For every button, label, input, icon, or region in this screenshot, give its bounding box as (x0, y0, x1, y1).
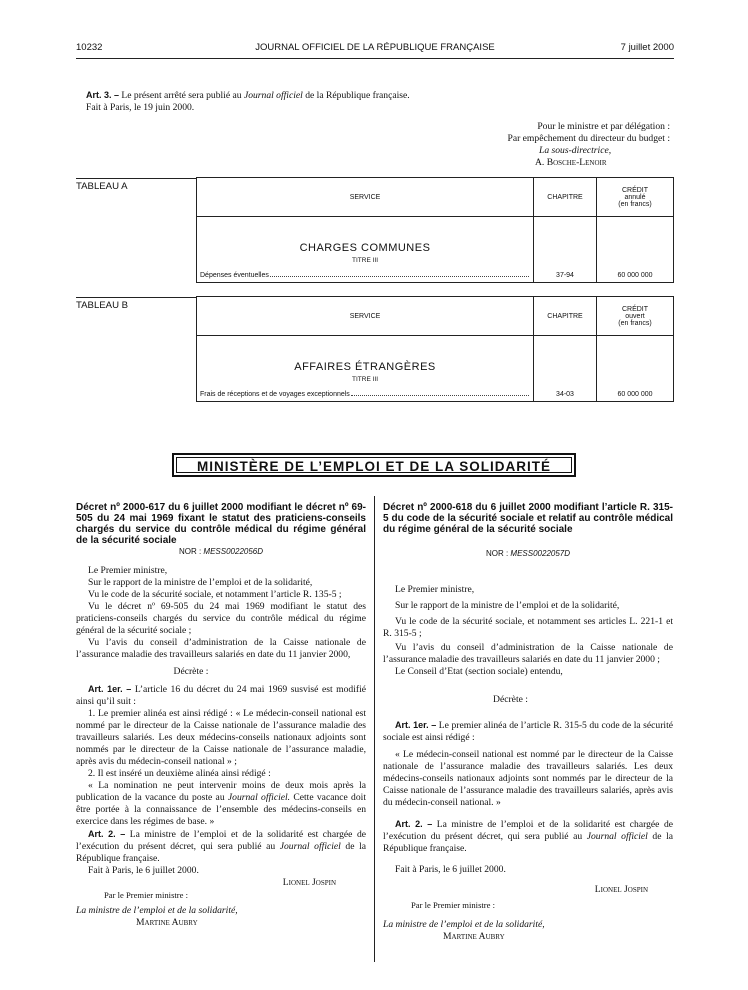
decrete: Décrète : (493, 694, 528, 705)
col-chapitre: CHAPITRE (534, 178, 597, 217)
service-cell (197, 336, 534, 402)
titre-label: TITRE III (352, 376, 378, 383)
paragraph: Le Conseil d’Etat (section sociale) entendu, (395, 666, 563, 677)
quote-journal: Journal officiel. (227, 792, 291, 803)
paragraph: Vu le code de la sécurité sociale, et notamment l’article R. 135-5 ; (88, 589, 342, 600)
nor-label: NOR : (178, 547, 204, 556)
col-service: SERVICE (197, 297, 534, 336)
point-1: 1. Le premier alinéa est ainsi rédigé : « Le médecin-conseil national est nommé par le directeur de la Caisse nationale de l’assurance maladie des travailleurs salariés. Les deux médecins-conseils nationaux adjoints sont nommés par le directeur de la Caisse nationale de l’assurance maladie, après avis du médecin-conseil national » ; (76, 708, 366, 767)
credit-header-l3: (en francs) (618, 319, 652, 327)
art2-text: La ministre de l’emploi et de la solidarité est chargée de l’exécution du présent décret, qui sera publié au (383, 819, 673, 842)
art3-text-end: de la République française. (302, 90, 410, 101)
nor-reference (383, 549, 673, 558)
decree-618 (383, 502, 673, 943)
par-premier-ministre: Par le Premier ministre : (411, 900, 496, 910)
art2-text-end: de la République française. (383, 831, 673, 854)
tableau-b-label: TABLEAU B (76, 297, 196, 311)
expense-line (200, 272, 530, 279)
credit-header-l2: annulé (624, 193, 646, 201)
fait-date: Fait à Paris, le 19 juin 2000. (86, 102, 195, 113)
credit-header-l1: CRÉDIT (621, 186, 649, 194)
paragraph: Vu le décret nº 69-505 du 24 mai 1969 modifiant le statut des praticiens-conseils chargés du service du contrôle médical du régime général de la sécurité sociale ; (76, 601, 366, 636)
decree-617 (76, 502, 366, 929)
signature-line-1: Pour le ministre et par délégation : (537, 121, 670, 132)
paragraph: Vu le code de la sécurité sociale, et notamment ses articles L. 221-1 et R. 315-5 ; (383, 616, 673, 639)
minister-title: La ministre de l’emploi et de la solidarité, (76, 905, 238, 916)
page-header (76, 42, 674, 59)
signature-line-2: Par empêchement du directeur du budget : (507, 133, 670, 144)
chapitre-value: 34-03 (534, 336, 597, 402)
credit-header-l2: ouvert (625, 312, 645, 320)
art2-journal: Journal officiel (279, 841, 341, 852)
minister-name: Martine Aubry (443, 931, 505, 942)
journal-title: JOURNAL OFFICIEL DE LA RÉPUBLIQUE FRANÇAISE (255, 42, 495, 53)
art2-label: Art. 2. – (395, 819, 433, 829)
art1-label: Art. 1er. – (395, 720, 437, 730)
service-cell (197, 217, 534, 283)
column-divider (374, 496, 375, 962)
decree-title: Décret nº 2000-618 du 6 juillet 2000 modifiant l’article R. 315-5 du code de la sécurité sociale et relatif au contrôle médical du régime général de la sécurité sociale (383, 502, 673, 535)
paragraph: Le Premier ministre, (88, 565, 168, 576)
paragraph: Vu l’avis du conseil d’administration de la Caisse nationale de l’assurance maladie des travailleurs salariés en date du 11 janvier 2000 ; (383, 642, 673, 665)
tableau-a-label: TABLEAU A (76, 178, 196, 192)
art1-label: Art. 1er. – (88, 684, 132, 694)
fait-date: Fait à Paris, le 6 juillet 2000. (88, 865, 199, 876)
quote-text: « La nomination ne peut intervenir moins de deux mois après la publication de la vacance du poste au (76, 780, 366, 803)
credit-value: 60 000 000 (597, 336, 674, 402)
expense-line (200, 391, 530, 398)
minister-name: Martine Aubry (136, 917, 198, 928)
nor-code: MESS0022056D (203, 547, 264, 556)
art2-label: Art. 2. – (88, 829, 126, 839)
ministry-title: MINISTÈRE DE L’EMPLOI ET DE LA SOLIDARITÉ (176, 457, 572, 473)
decree-title: Décret nº 2000-617 du 6 juillet 2000 modifiant le décret nº 69-505 du 24 mai 1969 fixant le statut des praticiens-conseils chargés du service du contrôle médical du régime général de la sécurité sociale (76, 502, 366, 546)
signature-title: La sous-directrice, (539, 145, 612, 156)
paragraph: Vu l’avis du conseil d’administration de la Caisse nationale de l’assurance maladie des travailleurs salariés en date du 11 janvier 2000, (76, 637, 366, 660)
nor-reference (76, 547, 366, 556)
art3-journal: Journal officiel (243, 90, 303, 101)
art2-text-end: de la République française. (76, 841, 366, 864)
art1-text: L’article 16 du décret du 24 mai 1969 susvisé est modifié ainsi qu’il suit : (76, 684, 366, 707)
credit-header-l3: (en francs) (618, 200, 652, 208)
decrete: Décrète : (173, 666, 209, 677)
section-title: CHARGES COMMUNES (299, 242, 431, 254)
col-credit (597, 297, 674, 336)
minister-title: La ministre de l’emploi et de la solidarité, (383, 919, 545, 930)
art1-text: Le premier alinéa de l’article R. 315-5 du code de la sécurité sociale est ainsi rédigé : (383, 720, 673, 743)
art2-journal: Journal officiel (586, 831, 648, 842)
col-service: SERVICE (197, 178, 534, 217)
expense-label: Frais de réceptions et de voyages exceptionnels (200, 391, 350, 398)
point-2: 2. Il est inséré un deuxième alinéa ainsi rédigé : (88, 768, 271, 779)
paragraph: Sur le rapport de la ministre de l’emploi et de la solidarité, (88, 577, 313, 588)
paragraph: Sur le rapport de la ministre de l’emploi et de la solidarité, (395, 600, 620, 611)
credit-header-l1: CRÉDIT (621, 305, 649, 313)
art3-text: Le présent arrêté sera publié au (119, 90, 244, 101)
quote-text-end: Cette vacance doit être portée à la connaissance de l’ensemble des médecins-conseils en exercice dans les régimes de base. » (76, 792, 366, 827)
signatory: Lionel Jospin (594, 884, 648, 895)
issue-date: 7 juillet 2000 (620, 42, 674, 53)
par-premier-ministre: Par le Premier ministre : (104, 890, 189, 900)
quote-text: « Le médecin-conseil national est nommé par le directeur de la Caisse nationale de l’assurance maladie des travailleurs salariés. Les deux médecins-conseils nationaux adjoints sont nommés par le directeur de la Caisse nationale de l’assurance maladie des travailleurs salariés, après avis du médecin-conseil national. » (383, 749, 673, 808)
paragraph: Le Premier ministre, (395, 584, 475, 595)
page-number: 10232 (76, 42, 103, 53)
art2-text: La ministre de l’emploi et de la solidarité est chargée de l’exécution du présent décret, qui sera publié au (76, 829, 366, 852)
credit-value: 60 000 000 (597, 217, 674, 283)
titre-label: TITRE III (352, 257, 378, 264)
article-3 (86, 89, 646, 114)
col-chapitre: CHAPITRE (534, 297, 597, 336)
tableau-b (196, 296, 674, 402)
signature-name: A. Bosche-Lenoir (535, 157, 607, 168)
tableau-a (196, 177, 674, 283)
fait-date: Fait à Paris, le 6 juillet 2000. (395, 864, 506, 875)
chapitre-value: 37-94 (534, 217, 597, 283)
section-title: AFFAIRES ÉTRANGÈRES (294, 361, 436, 373)
col-credit (597, 178, 674, 217)
ministry-banner (172, 453, 576, 477)
signatory: Lionel Jospin (282, 877, 336, 888)
nor-code: MESS0022057D (510, 549, 571, 558)
art3-label: Art. 3. – (86, 90, 120, 100)
nor-label: NOR : (485, 549, 511, 558)
signature-block (420, 121, 670, 169)
expense-label: Dépenses éventuelles (200, 272, 269, 279)
